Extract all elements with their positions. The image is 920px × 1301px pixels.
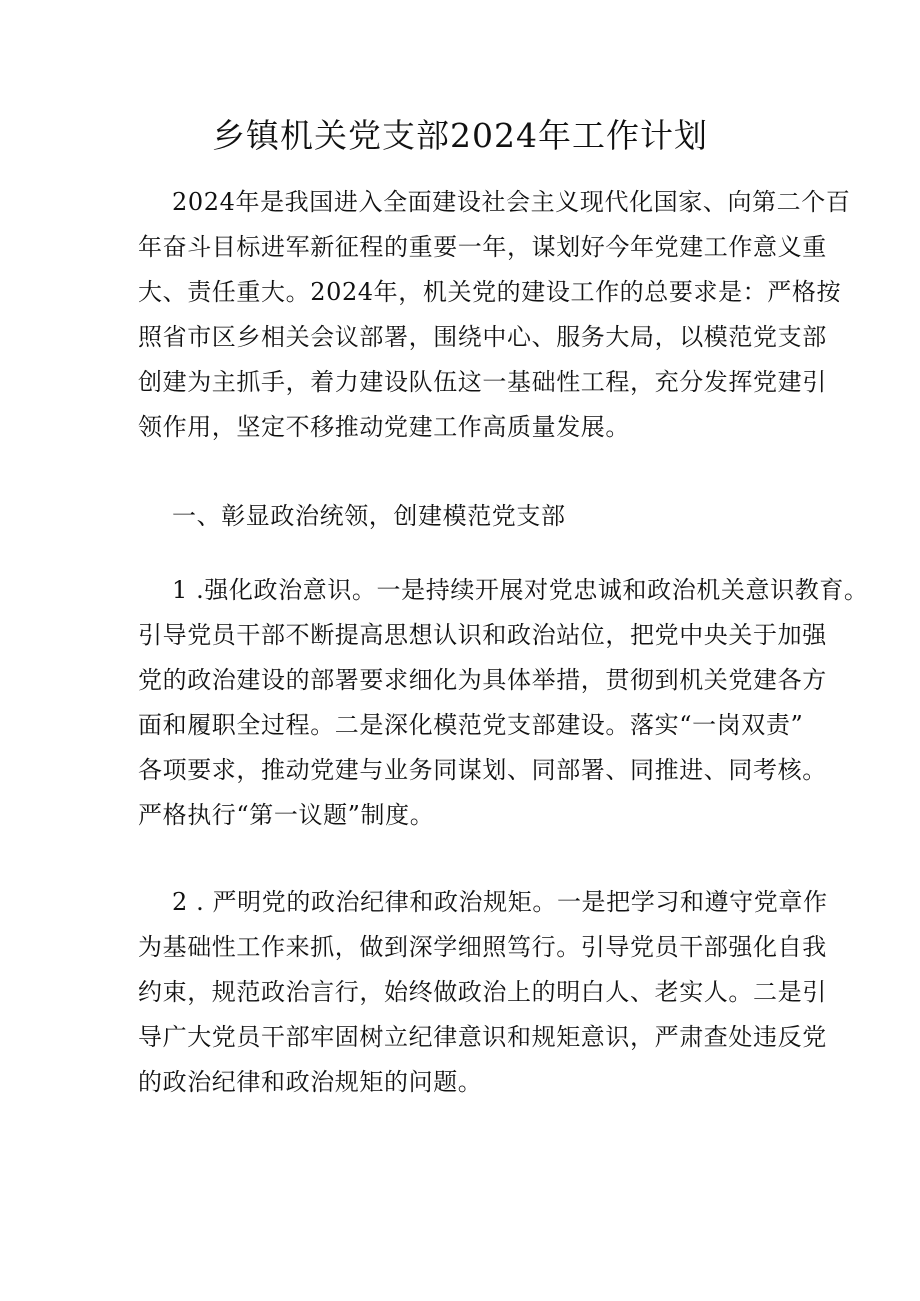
text-line: 面和履职全过程。二是深化模范党支部建设。落实“一岗双责” — [138, 711, 804, 739]
text-line: 领作用，坚定不移推动党建工作高质量发展。 — [138, 413, 630, 441]
text-line: 2 . 严明党的政治纪律和政治规矩。一是把学习和遵守党章作 — [172, 888, 828, 916]
text-line: 的政治纪律和政治规矩的问题。 — [138, 1068, 483, 1096]
text-line: 各项要求，推动党建与业务同谋划、同部署、同推进、同考核。 — [138, 756, 827, 784]
document-title: 乡镇机关党支部2024年工作计划 — [212, 116, 708, 155]
item-1-paragraph — [138, 568, 869, 838]
text-line: 引导党员干部不断提高思想认识和政治站位，把党中央关于加强 — [138, 621, 827, 649]
text-line: 党的政治建设的部署要求细化为具体举措，贯彻到机关党建各方 — [138, 666, 827, 694]
intro-paragraph — [138, 180, 851, 450]
section-heading — [138, 494, 818, 539]
text-line: 严格执行“第一议题”制度。 — [138, 801, 435, 829]
text-line: 为基础性工作来抓，做到深学细照笃行。引导党员干部强化自我 — [138, 933, 827, 961]
text-line: 照省市区乡相关会议部署，围绕中心、服务大局，以模范党支部 — [138, 323, 827, 351]
text-line: 创建为主抓手，着力建设队伍这一基础性工程，充分发挥党建引 — [138, 368, 827, 396]
text-line: 约束，规范政治言行，始终做政治上的明白人、老实人。二是引 — [138, 978, 827, 1006]
text-line: 年奋斗目标进军新征程的重要一年，谋划好今年党建工作意义重 — [138, 233, 827, 261]
item-2-paragraph — [138, 880, 828, 1105]
text-line: 1 .强化政治意识。一是持续开展对党忠诚和政治机关意识教育。 — [172, 576, 869, 604]
text-line: 大、责任重大。2024年，机关党的建设工作的总要求是：严格按 — [138, 278, 842, 306]
section-heading-text: 一、彰显政治统领，创建模范党支部 — [172, 502, 566, 530]
text-line: 2024年是我国进入全面建设社会主义现代化国家、向第二个百 — [172, 188, 851, 216]
text-line: 导广大党员干部牢固树立纪律意识和规矩意识，严肃查处违反党 — [138, 1023, 827, 1051]
